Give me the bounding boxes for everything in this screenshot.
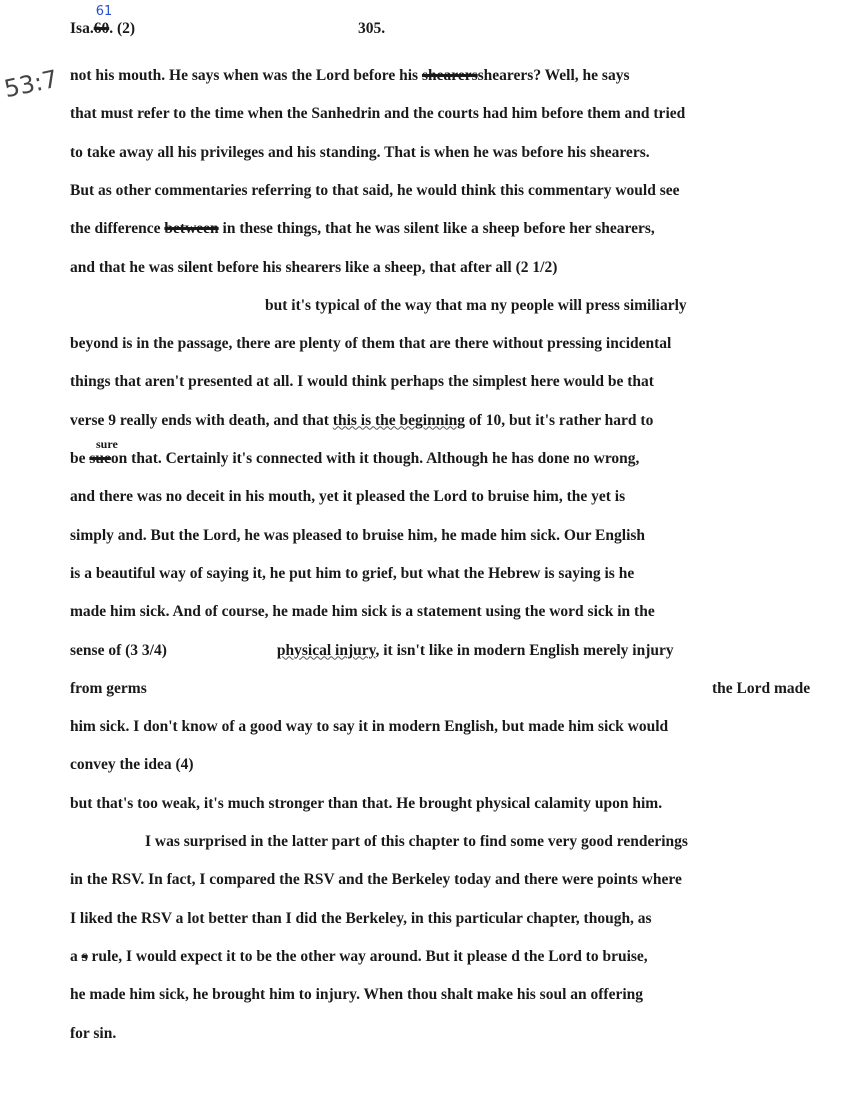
- text-line: [145, 833, 688, 851]
- text-segment: to take away all his privileges and his standing. That is when he was before his shearers.: [70, 143, 650, 161]
- text-segment: , it isn't like in modern English merely injury: [375, 641, 674, 659]
- text-segment: made him sick. And of course, he made him sick is a statement using the word sick in the: [70, 603, 655, 621]
- text-segment: a: [70, 947, 82, 965]
- underlined-text: physical injury: [276, 641, 376, 659]
- text-line: [70, 1025, 116, 1043]
- text-line: [70, 718, 668, 736]
- text-segment: in these things, that he was silent like a sheep before her shearers,: [218, 220, 655, 238]
- header-reference: Isa.60 61 . (2): [70, 4, 136, 37]
- text-line: [70, 642, 674, 660]
- text-segment: is a beautiful way of saying it, he put him to grief, but what the Hebrew is saying is he: [70, 564, 635, 582]
- text-line: [70, 412, 653, 430]
- text-line: [70, 603, 655, 621]
- text-segment: verse 9 really ends with death, and that: [70, 411, 333, 429]
- text-line: [70, 67, 630, 85]
- text-segment: and there was no deceit in his mouth, yet it pleased the Lord to bruise him, the yet is: [70, 488, 626, 506]
- text-segment: on that. Certainly it's connected with it though. Although he has done no wrong,: [110, 450, 640, 467]
- margin-note: 53:7: [1, 64, 61, 104]
- text-line: [70, 259, 557, 277]
- text-line: [70, 527, 645, 545]
- text-line: [70, 335, 671, 353]
- text-line: [70, 795, 662, 813]
- struck-text: shearers: [421, 67, 478, 84]
- text-segment: convey the idea (4): [70, 756, 194, 774]
- page-number: 305.: [358, 20, 386, 37]
- text-line: [70, 948, 648, 966]
- text-line: [70, 910, 652, 928]
- text-segment: and that he was silent before his shearers like a sheep, that after all (2 1/2): [70, 258, 558, 276]
- text-line: [70, 144, 650, 162]
- text-line: [70, 105, 685, 123]
- text-segment: the difference: [70, 220, 165, 238]
- text-segment: him sick. I don't know of a good way to say it in modern English, but made him sick would: [70, 718, 669, 736]
- text-line: [70, 373, 654, 391]
- text-line: [265, 297, 687, 315]
- text-segment: beyond is in the passage, there are plenty of them that are there without pressing incidental: [70, 335, 672, 353]
- interlinear-correction: sure: [96, 437, 118, 451]
- text-segment: the Lord made: [712, 679, 811, 697]
- text-line: [70, 182, 680, 200]
- text-segment: that must refer to the time when the Sanhedrin and the courts had him before them and tried: [70, 105, 686, 123]
- text-segment: I was surprised in the latter part of this chapter to find some very good renderings: [145, 833, 688, 850]
- text-line: [70, 871, 682, 889]
- text-segment: but it's typical of the way that ma ny people will press similiarly: [265, 296, 687, 314]
- text-segment: things that aren't presented at all. I would think perhaps the simplest here would be that: [70, 373, 654, 391]
- text-segment: but that's too weak, it's much stronger than that. He brought physical calamity upon him.: [70, 794, 663, 812]
- text-line: [70, 986, 643, 1004]
- handwritten-correction: 61: [95, 4, 113, 19]
- text-line: [70, 488, 625, 506]
- text-segment: from germs: [70, 679, 147, 697]
- text-segment: But as other commentaries referring to that said, he would think this commentary would see: [70, 181, 680, 199]
- struck-text: s: [81, 947, 88, 965]
- text-segment: rule, I would expect it to be the other way around. But it please d the Lord to bruise,: [87, 947, 648, 965]
- text-segment: simply and. But the Lord, he was pleased to bruise him, he made him sick. Our English: [70, 526, 646, 544]
- text-segment: in the RSV. In fact, I compared the RSV and the Berkeley today and there were points where: [70, 871, 682, 889]
- text-segment: not his mouth. He says when was the Lord before his: [70, 67, 422, 84]
- text-segment: sense of (3 3/4): [70, 641, 167, 659]
- struck-text: between: [164, 220, 219, 238]
- text-segment: he made him sick, he brought him to injury. When thou shalt make his soul an offering: [70, 986, 644, 1004]
- text-line: [70, 565, 634, 583]
- text-segment: for sin.: [70, 1024, 117, 1042]
- text-line: [70, 437, 640, 468]
- text-line: [70, 220, 655, 238]
- underlined-text: this is the beginning: [332, 411, 466, 429]
- text-segment: shearers? Well, he says: [477, 67, 630, 84]
- text-segment: of 10, but it's rather hard to: [465, 411, 654, 429]
- text-segment: I liked the RSV a lot better than I did the Berkeley, in this particular chapter, though, as: [70, 909, 652, 927]
- text-line: [70, 679, 811, 698]
- struck-text: sue: [89, 450, 111, 467]
- text-segment: be: [70, 450, 90, 467]
- text-line: [70, 756, 194, 774]
